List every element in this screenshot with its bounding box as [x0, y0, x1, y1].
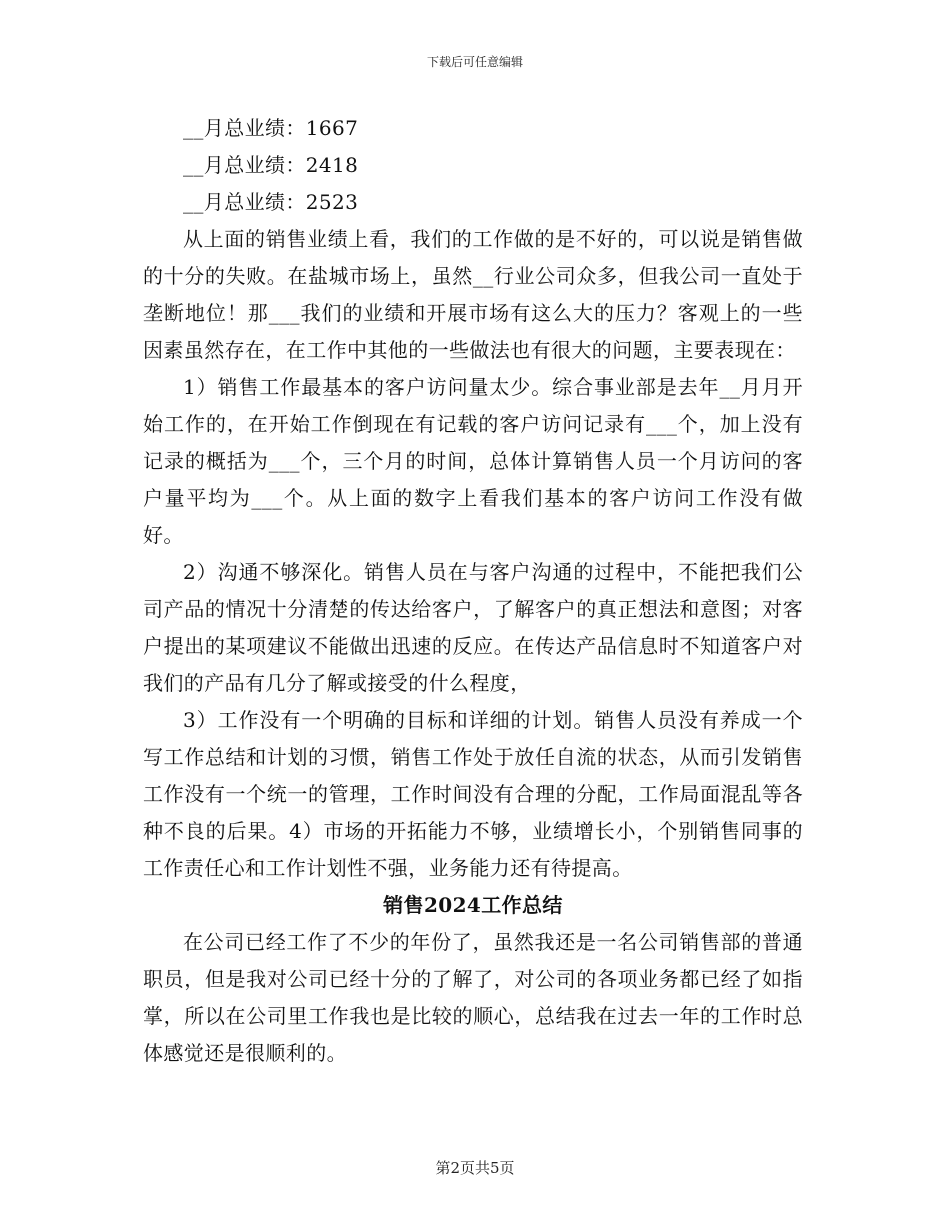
section-paragraph: 在公司已经工作了不少的年份了，虽然我还是一名公司销售部的普通职员，但是我对公司已经十分的了解了，对公司的各项业务都已经了如指掌，所以在公司里工作我也是比较的顺心，总结我在过去一年的工作时总体感觉还是很顺利的。 — [143, 930, 803, 1065]
document-body — [143, 110, 803, 1072]
page-footer: 第2页共5页 — [435, 1159, 515, 1177]
paragraph-analysis: 从上面的销售业绩上看，我们的工作做的是不好的，可以说是销售做的十分的失败。在盐城市场上，虽然__行业公司众多，但我公司一直处于垄断地位！那___我们的业绩和开展市场有这么大的压力？客观上的一些因素虽然存在，在工作中其他的一些做法也有很大的问题，主要表现在： — [143, 227, 803, 362]
page-header: 下载后可任意编辑 — [426, 55, 523, 69]
paragraph-point-3: 3）工作没有一个明确的目标和详细的计划。销售人员没有养成一个写工作总结和计划的习惯，销售工作处于放任自流的状态，从而引发销售工作没有一个统一的管理，工作时间没有合理的分配，工作局面混乱等各种不良的后果。4）市场的开拓能力不够，业绩增长小，个别销售同事的工作责任心和工作计划性不强，业务能力还有待提高。 — [143, 708, 803, 880]
monthly-sales-line: __月总业绩：2523 — [183, 190, 359, 214]
paragraph-point-2: 2）沟通不够深化。销售人员在与客户沟通的过程中，不能把我们公司产品的情况十分清楚的传达给客户，了解客户的真正想法和意图；对客户提出的某项建议不能做出迅速的反应。在传达产品信息时不知道客户对我们的产品有几分了解或接受的什么程度， — [143, 560, 803, 695]
paragraph-point-1: 1）销售工作最基本的客户访问量太少。综合事业部是去年__月月开始工作的，在开始工作倒现在有记载的客户访问记录有___个，加上没有记录的概括为___个，三个月的时间，总体计算销售人员一个月访问的客户量平均为___个。从上面的数字上看我们基本的客户访问工作没有做好。 — [143, 375, 803, 547]
section-title: 销售2024工作总结 — [383, 893, 563, 917]
monthly-sales-line: __月总业绩：1667 — [183, 116, 359, 140]
monthly-sales-line: __月总业绩：2418 — [183, 153, 359, 177]
